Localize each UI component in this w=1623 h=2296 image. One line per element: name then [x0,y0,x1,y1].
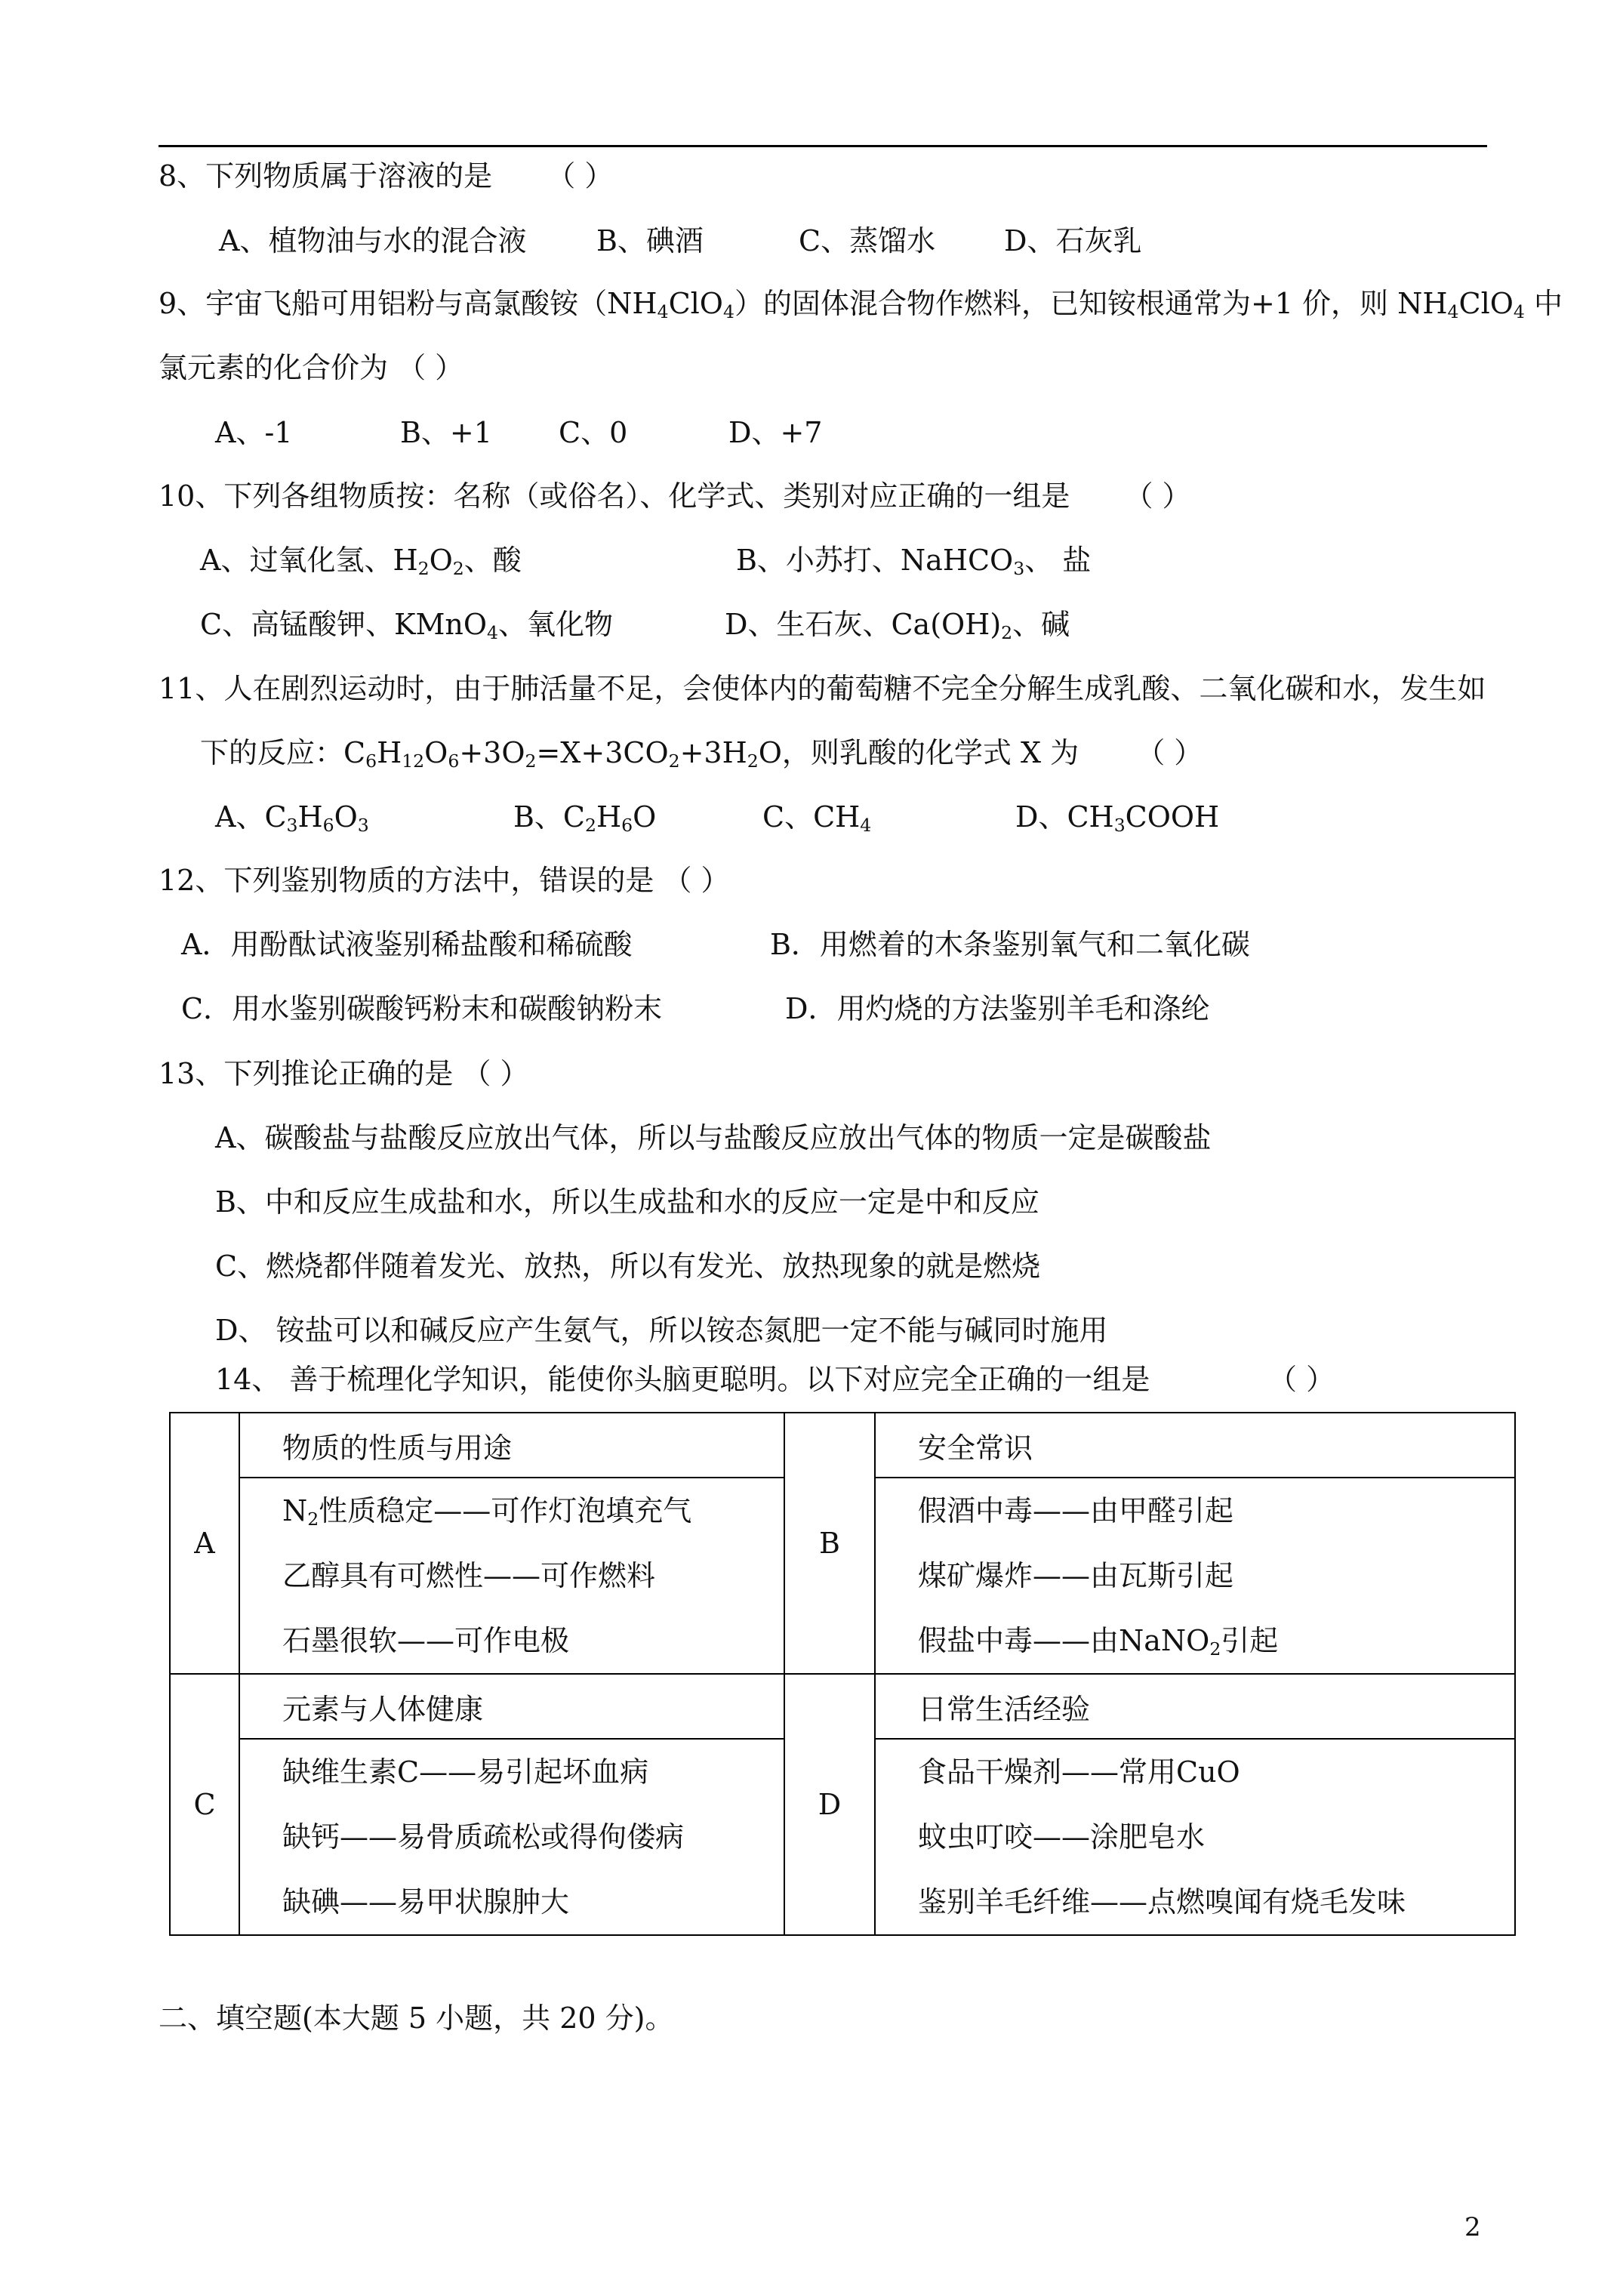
q9-text-2: ClO [668,287,723,320]
q9-text-5: 中 [1524,287,1563,320]
table-letter-b: B [784,1413,875,1674]
q8-option-b: B、碘酒 [596,224,704,257]
q10-d-text-2: 、碱 [1012,608,1070,641]
table-b-item-3-rest: 引起 [1221,1624,1279,1657]
table-c-item-1: 缺维生素C——易引起坏血病 [282,1755,649,1789]
table-d-item-3: 鉴别羊毛纤维——点燃嗅闻有烧毛发味 [918,1885,1406,1918]
q13-option-c: C、燃烧都伴随着发光、放热，所以有发光、放热现象的就是燃烧 [215,1250,1041,1283]
q10-stem [159,479,1191,513]
table-b-item-3-text: 假盐中毒——由NaNO [918,1624,1210,1657]
q11-eq-sub-6: 2 [747,750,759,772]
table-d-item-1: 食品干燥剂——常用CuO [918,1755,1240,1789]
q12-option-d: D．用灼烧的方法鉴别羊毛和涤纶 [785,992,1210,1025]
q11-eq-text-5: =X+3CO [536,736,669,769]
q11-d-text-2: COOH [1125,800,1220,834]
q14-answer-paren: （ ） [1268,1363,1335,1396]
q10-b-sub-1: 3 [1013,557,1025,579]
q11-b-sub-2: 6 [621,814,633,836]
q10-a-sub-1: 2 [417,557,430,579]
q11-stem-line1: 11、人在剧烈运动时，由于肺活量不足，会使体内的葡萄糖不完全分解生成乳酸、二氧化碳和水，发生如 [159,672,1486,705]
q10-d-text-1: D、生石灰、Ca(OH) [725,608,1002,641]
q11-a-text-1: A、C [215,800,287,834]
q11-eq-sub-5: 2 [668,750,680,772]
q10-stem-text: 10、下列各组物质按：名称（或俗名）、化学式、类别对应正确的一组是 [159,479,1070,513]
q10-a-text-1: A、过氧化氢、H [200,544,418,577]
q10-b-text-2: 、 盐 [1024,544,1092,577]
q10-option-a [200,544,522,579]
q11-a-text-3: O [334,800,358,834]
q10-answer-paren: （ ） [1124,479,1191,513]
q10-c-text-1: C、高锰酸钾、KMnO [200,608,488,641]
q8-option-a: A、植物油与水的混合液 [219,224,527,257]
q12-option-c: C．用水鉴别碳酸钙粉末和碳酸钠粉末 [181,992,663,1025]
q10-a-text-2: O [429,544,453,577]
q8-option-d: D、石灰乳 [1004,224,1142,257]
q11-eq-text-2: H [377,736,402,769]
q8-answer-paren: （ ） [547,159,614,193]
q11-c-sub-1: 4 [860,814,872,836]
q11-eq-text-1: 下的反应：C [200,736,366,769]
q13-option-a: A、碳酸盐与盐酸反应放出气体，所以与盐酸反应放出气体的物质一定是碳酸盐 [215,1121,1212,1154]
q8-stem-text: 8、下列物质属于溶液的是 [159,159,493,193]
q9-stem [159,287,1563,322]
q11-b-text-1: B、C [513,800,586,834]
q14-stem [215,1365,1150,1394]
table-a-item-1-sub: 2 [307,1508,319,1530]
table-items-c [239,1739,784,1935]
q8-option-c: C、蒸馏水 [799,224,936,257]
table-a-item-2: 乙醇具有可燃性——可作燃料 [282,1559,656,1592]
table-letter-c: C [170,1674,239,1935]
knowledge-table [169,1412,1516,1936]
table-a-item-1-rest: 性质稳定——可作灯泡填充气 [319,1494,692,1527]
header-rule [159,145,1487,147]
table-letter-d: D [784,1674,875,1935]
q9-text-4: ClO [1458,287,1514,320]
section-2-title: 二、填空题(本大题 5 小题，共 20 分)。 [159,2002,674,2035]
table-c-item-2: 缺钙——易骨质疏松或得佝偻病 [282,1820,685,1854]
q9-stem-line2: 氯元素的化合价为 （ ） [159,351,464,384]
q12-option-a: A．用酚酞试液鉴别稀盐酸和稀硫酸 [181,928,633,961]
q9-text-1: 9、宇宙飞船可用铝粉与高氯酸铵（NH [159,287,658,320]
q9-sub-2: 4 [722,300,735,322]
q11-eq-text-6: +3H [679,736,747,769]
page-number: 2 [1464,2212,1481,2242]
q10-b-text-1: B、小苏打、NaHCO [736,544,1014,577]
table-b-item-3 [918,1608,1514,1673]
table-c-item-3: 缺碘——易甲状腺肿大 [282,1885,570,1918]
q11-stem-line2 [200,736,1203,772]
q9-sub-4: 4 [1513,300,1525,322]
table-header-a: 物质的性质与用途 [239,1413,784,1478]
q11-eq-text-7: O，则乳酸的化学式 X 为 [758,736,1079,769]
q11-option-a [215,800,369,836]
q10-c-sub-1: 4 [487,621,498,643]
q11-a-sub-3: 3 [357,814,369,836]
table-a-item-3: 石墨很软——可作电极 [282,1624,570,1657]
q11-eq-text-4: +3O [459,736,525,769]
table-header-d: 日常生活经验 [875,1674,1515,1739]
q9-option-c: C、0 [559,416,628,449]
q11-answer-paren: （ ） [1136,736,1203,769]
q13-stem: 13、下列推论正确的是 （ ） [159,1057,529,1090]
q14-stem-text: 14、 善于梳理化学知识，能使你头脑更聪明。以下对应完全正确的一组是 [215,1363,1150,1396]
table-header-c: 元素与人体健康 [239,1674,784,1739]
table-items-d [875,1739,1515,1935]
q11-a-text-2: H [297,800,323,834]
q11-option-d [1015,800,1220,836]
q11-a-sub-1: 3 [286,814,298,836]
q9-option-a: A、-1 [215,416,293,449]
q11-b-sub-1: 2 [585,814,596,836]
table-header-b: 安全常识 [875,1413,1515,1478]
q10-a-sub-2: 2 [452,557,464,579]
q9-option-b: B、+1 [400,416,492,449]
q11-b-text-2: H [596,800,622,834]
q10-option-b [736,544,1092,579]
q11-c-text-1: C、CH [762,800,861,834]
q11-eq-sub-3: 6 [448,750,460,772]
q11-eq-sub-4: 2 [525,750,537,772]
q11-d-text-1: D、CH [1015,800,1114,834]
q11-option-b [513,800,657,836]
q9-sub-1: 4 [657,300,669,322]
q11-d-sub-1: 3 [1113,814,1126,836]
q11-eq-sub-1: 6 [365,750,377,772]
table-a-item-1 [282,1478,784,1543]
q10-option-c [200,608,614,643]
q10-c-text-2: 、氧化物 [498,608,614,641]
q11-eq-text-3: O [424,736,448,769]
table-b-item-1: 假酒中毒——由甲醛引起 [918,1494,1234,1527]
table-b-item-3-sub: 2 [1209,1638,1221,1660]
q11-option-c [762,800,872,836]
q10-d-sub-1: 2 [1001,621,1013,643]
q11-b-text-3: O [633,800,657,834]
q8-stem [159,159,614,193]
q10-a-text-3: 、酸 [463,544,522,577]
q11-a-sub-2: 6 [322,814,334,836]
table-b-item-2: 煤矿爆炸——由瓦斯引起 [918,1559,1234,1592]
table-d-item-2: 蚊虫叮咬——涂肥皂水 [918,1820,1206,1854]
q11-eq-sub-2: 12 [402,750,425,772]
q10-option-d [725,608,1070,643]
q9-option-d: D、+7 [728,416,823,449]
q9-sub-3: 4 [1447,300,1459,322]
table-letter-a: A [170,1413,239,1674]
q12-option-b: B．用燃着的木条鉴别氧气和二氧化碳 [770,928,1250,961]
q9-text-3: ）的固体混合物作燃料，已知铵根通常为+1 价，则 NH [734,287,1448,320]
q13-option-d: D、 铵盐可以和碱反应产生氨气，所以铵态氮肥一定不能与碱同时施用 [215,1314,1108,1347]
q13-option-b: B、中和反应生成盐和水，所以生成盐和水的反应一定是中和反应 [215,1185,1039,1219]
table-a-item-1-text: N [282,1494,308,1527]
table-items-a [239,1478,784,1674]
table-items-b [875,1478,1515,1674]
q12-stem: 12、下列鉴别物质的方法中，错误的是 （ ） [159,864,730,897]
